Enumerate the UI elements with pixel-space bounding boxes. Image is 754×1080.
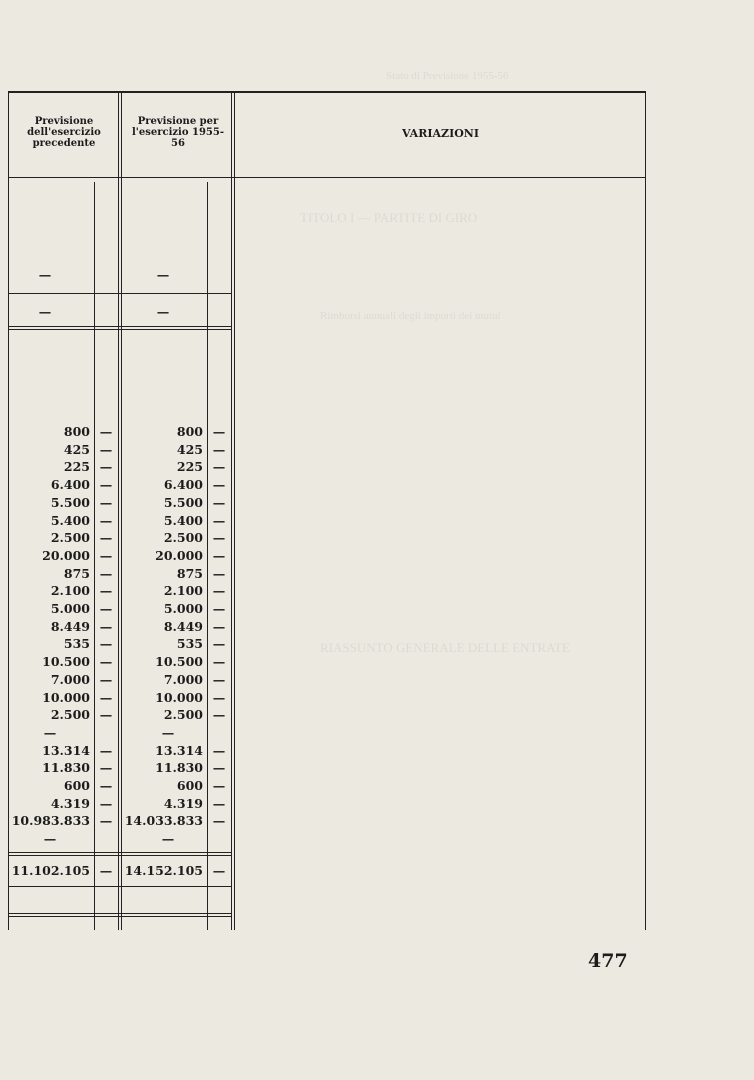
row-current-value: 2.500 <box>163 707 203 722</box>
row-dash: — <box>99 548 113 563</box>
row-dash: — <box>99 813 113 828</box>
row-current-value: 11.830 <box>155 760 203 775</box>
row-dash: — <box>99 424 113 439</box>
bleed-through-header: Stato di Previsione 1955-56 <box>386 70 509 82</box>
row-previous-value: 10.500 <box>42 654 90 669</box>
bleed-through-text: RIASSUNTO GENERALE DELLE ENTRATE <box>320 640 570 655</box>
row-dash: — <box>212 601 226 616</box>
row-dash: — <box>99 619 113 634</box>
column-rule <box>207 182 208 930</box>
row-dash: — <box>212 619 226 634</box>
column-rule <box>94 182 95 930</box>
row-previous-value: 225 <box>63 459 90 474</box>
row-current-value: 600 <box>176 778 203 793</box>
right-rule <box>645 91 646 930</box>
column-rule <box>121 91 122 930</box>
row-dash: — <box>99 778 113 793</box>
row-dash: — <box>212 796 226 811</box>
row-current-value: 800 <box>176 424 203 439</box>
column-rule <box>234 91 235 930</box>
row-previous-value: 5.000 <box>50 601 90 616</box>
row-dash: — <box>99 459 113 474</box>
row-dash: — <box>212 513 226 528</box>
row-previous-value: 425 <box>63 442 90 457</box>
row-dash: — <box>212 778 226 793</box>
row-dash: — <box>99 583 113 598</box>
row-dash: — <box>212 672 226 687</box>
row-current-value: 4.319 <box>163 796 203 811</box>
row-current-value: 8.449 <box>163 619 203 634</box>
row-dash: — <box>212 813 226 828</box>
row-previous-value: 6.400 <box>50 477 90 492</box>
total-rule <box>8 886 232 887</box>
row-previous-value: 600 <box>63 778 90 793</box>
top-row-current: — <box>156 267 170 282</box>
row-dash: — <box>99 495 113 510</box>
row-current-value: 5.500 <box>163 495 203 510</box>
row-previous-value: 11.830 <box>42 760 90 775</box>
row-current-value: 20.000 <box>155 548 203 563</box>
row-dash: — <box>212 743 226 758</box>
bleed-through-text: Rimborsi annuali degli importi dei mutui <box>320 310 501 322</box>
row-previous-value: 5.400 <box>50 513 90 528</box>
closing-rule <box>8 916 232 917</box>
row-previous-value: 800 <box>63 424 90 439</box>
table-top-rule <box>8 91 645 93</box>
row-previous-value: 13.314 <box>42 743 90 758</box>
column-rule <box>118 91 119 930</box>
row-previous-value: 535 <box>63 636 90 651</box>
row-dash: — <box>212 707 226 722</box>
row-dash: — <box>99 530 113 545</box>
row-previous-value: 875 <box>63 566 90 581</box>
bleed-through-text: TITOLO I — PARTITE DI GIRO <box>300 210 478 225</box>
row-current-value: 13.314 <box>155 743 203 758</box>
row-current-value: 5.400 <box>163 513 203 528</box>
row-current-value: 6.400 <box>163 477 203 492</box>
row-previous-value: 2.500 <box>50 707 90 722</box>
row-dash: — <box>99 477 113 492</box>
row-dash: — <box>212 583 226 598</box>
row-previous-value: 10.000 <box>42 690 90 705</box>
row-previous-value: 4.319 <box>50 796 90 811</box>
row-previous-value: 5.500 <box>50 495 90 510</box>
top-row-current: — <box>156 304 170 319</box>
row-previous-value: — <box>43 831 57 846</box>
row-dash: — <box>212 442 226 457</box>
row-previous-value: 8.449 <box>50 619 90 634</box>
header-current: Previsione per l'esercizio 1955-56 <box>132 116 224 149</box>
row-current-value: 2.100 <box>163 583 203 598</box>
row-current-value: 225 <box>176 459 203 474</box>
row-previous-value: 10.983.833 <box>11 813 90 828</box>
total-current: 14.152.105 <box>124 863 203 878</box>
left-rule <box>8 91 9 930</box>
header-variations: VARIAZIONI <box>402 127 479 140</box>
row-current-value: 10.500 <box>155 654 203 669</box>
row-current-value: 535 <box>176 636 203 651</box>
total-rule <box>8 852 232 853</box>
row-dash: — <box>212 566 226 581</box>
row-dash: — <box>212 530 226 545</box>
row-current-value: 425 <box>176 442 203 457</box>
row-dash: — <box>212 424 226 439</box>
row-dash: — <box>212 636 226 651</box>
row-dash: — <box>99 743 113 758</box>
header-previous: Previsione dell'esercizio precedente <box>27 116 101 149</box>
row-rule <box>8 293 232 294</box>
column-rule <box>231 91 232 930</box>
top-row-previous: — <box>38 304 52 319</box>
row-dash: — <box>212 495 226 510</box>
page-number: 477 <box>588 950 628 972</box>
row-previous-value: 2.100 <box>50 583 90 598</box>
row-previous-value: 7.000 <box>50 672 90 687</box>
row-dash: — <box>212 459 226 474</box>
row-dash: — <box>99 760 113 775</box>
row-dash: — <box>99 707 113 722</box>
row-current-value: 5.000 <box>163 601 203 616</box>
total-dash: — <box>212 863 226 878</box>
row-previous-value: 2.500 <box>50 530 90 545</box>
row-dash: — <box>212 690 226 705</box>
row-dash: — <box>99 654 113 669</box>
row-dash: — <box>99 690 113 705</box>
row-dash: — <box>99 513 113 528</box>
row-current-value: 14.033.833 <box>124 813 203 828</box>
row-current-value: — <box>161 831 175 846</box>
row-previous-value: 20.000 <box>42 548 90 563</box>
top-row-previous: — <box>38 267 52 282</box>
row-current-value: 7.000 <box>163 672 203 687</box>
row-dash: — <box>99 796 113 811</box>
row-dash: — <box>99 672 113 687</box>
total-dash: — <box>99 863 113 878</box>
row-current-value: 875 <box>176 566 203 581</box>
row-dash: — <box>212 654 226 669</box>
row-dash: — <box>99 566 113 581</box>
row-current-value: — <box>161 725 175 740</box>
row-previous-value: — <box>43 725 57 740</box>
row-current-value: 10.000 <box>155 690 203 705</box>
total-previous: 11.102.105 <box>11 863 90 878</box>
row-dash: — <box>212 548 226 563</box>
row-dash: — <box>99 442 113 457</box>
closing-rule <box>8 913 232 914</box>
header-bottom-rule <box>8 177 645 178</box>
row-dash: — <box>212 477 226 492</box>
row-dash: — <box>212 760 226 775</box>
double-rule <box>8 329 232 330</box>
row-dash: — <box>99 636 113 651</box>
double-rule <box>8 326 232 327</box>
row-dash: — <box>99 601 113 616</box>
row-current-value: 2.500 <box>163 530 203 545</box>
total-rule <box>8 855 232 856</box>
